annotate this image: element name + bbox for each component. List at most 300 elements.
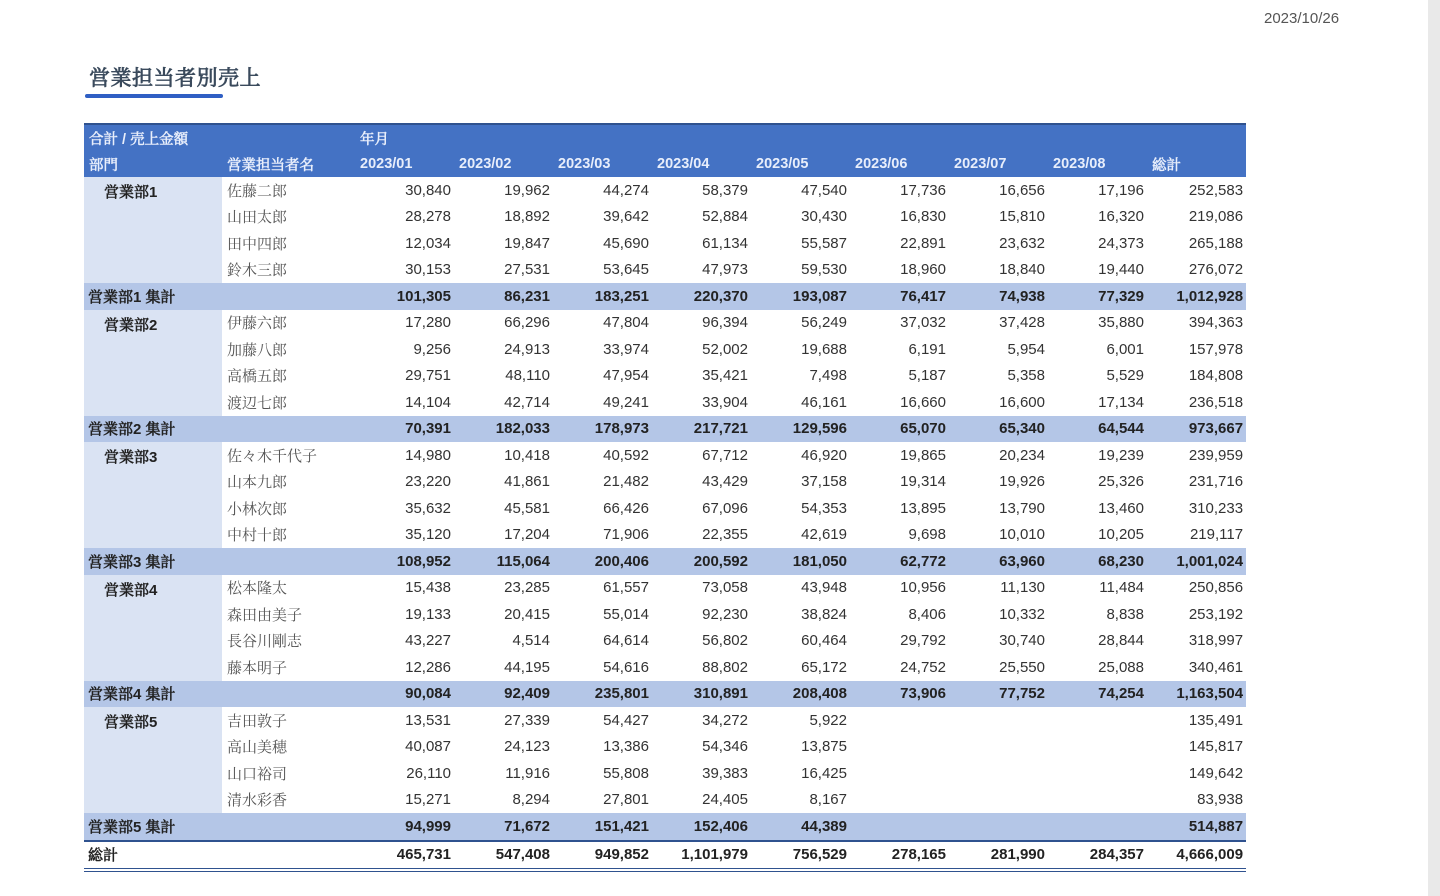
value-cell: 30,740 bbox=[999, 632, 1045, 650]
table-row bbox=[84, 336, 1246, 363]
value-cell: 29,751 bbox=[405, 367, 451, 385]
subtotal-cell bbox=[1048, 813, 1147, 841]
value-cell: 25,326 bbox=[1098, 473, 1144, 491]
subtotal-label: 営業部3 集計 bbox=[88, 553, 176, 571]
subtotal-cell: 76,417 bbox=[900, 287, 946, 305]
scrollbar[interactable] bbox=[1428, 0, 1440, 896]
table-row bbox=[84, 787, 1246, 814]
table-row bbox=[84, 707, 1246, 734]
value-cell: 67,712 bbox=[702, 446, 748, 464]
table-row bbox=[84, 734, 1246, 761]
value-cell: 15,271 bbox=[405, 791, 451, 809]
rep-name: 佐藤二郎 bbox=[227, 182, 288, 200]
table-row bbox=[84, 389, 1246, 416]
rep-name: 山口裕司 bbox=[227, 765, 288, 783]
table-row bbox=[84, 310, 1246, 337]
rep-name: 松本隆太 bbox=[227, 580, 288, 598]
value-cell: 13,386 bbox=[603, 738, 649, 756]
subtotal-cell bbox=[850, 813, 949, 841]
value-cell: 27,531 bbox=[504, 261, 550, 279]
grand-total-cell: 284,357 bbox=[1089, 846, 1144, 864]
value-cell: 43,948 bbox=[801, 579, 847, 597]
subtotal-cell: 181,050 bbox=[792, 552, 847, 570]
value-cell: 30,430 bbox=[801, 208, 847, 226]
value-cell: 48,110 bbox=[505, 367, 550, 385]
value-cell: 66,296 bbox=[504, 314, 550, 332]
rep-name: 高橋五郎 bbox=[227, 368, 288, 386]
value-cell: 43,429 bbox=[702, 473, 748, 491]
value-cell: 19,239 bbox=[1098, 446, 1144, 464]
value-cell: 33,974 bbox=[603, 340, 649, 358]
value-cell: 17,280 bbox=[405, 314, 451, 332]
value-cell: 20,234 bbox=[999, 446, 1045, 464]
row-total: 157,978 bbox=[1188, 340, 1244, 358]
value-cell: 17,736 bbox=[900, 181, 946, 199]
value-cell: 30,153 bbox=[405, 261, 451, 279]
value-cell: 11,916 bbox=[505, 764, 550, 782]
value-cell: 37,428 bbox=[999, 314, 1045, 332]
dept-label: 営業部2 bbox=[84, 310, 222, 416]
subtotal-cell: 74,254 bbox=[1098, 685, 1144, 703]
subtotal-cell: 90,084 bbox=[405, 685, 451, 703]
month-header: 2023/07 bbox=[954, 156, 1007, 172]
row-total: 135,491 bbox=[1188, 711, 1244, 729]
value-cell: 17,196 bbox=[1098, 181, 1144, 199]
value-cell: 56,249 bbox=[801, 314, 847, 332]
value-cell: 19,926 bbox=[999, 473, 1045, 491]
name-header[interactable]: 営業担当者名 bbox=[227, 157, 314, 174]
value-cell: 54,346 bbox=[702, 738, 748, 756]
dept-label: 営業部1 bbox=[84, 177, 222, 283]
value-cell: 55,808 bbox=[603, 764, 649, 782]
grand-total-value: 4,666,009 bbox=[1176, 846, 1244, 864]
value-cell: 45,581 bbox=[504, 499, 550, 517]
subtotal-cell bbox=[949, 813, 1048, 841]
value-cell: 27,801 bbox=[603, 791, 649, 809]
value-cell: 19,865 bbox=[900, 446, 946, 464]
value-cell: 58,379 bbox=[702, 181, 748, 199]
value-cell: 24,752 bbox=[900, 658, 946, 676]
value-cell bbox=[1048, 760, 1147, 787]
row-total: 318,997 bbox=[1188, 632, 1244, 650]
table-row bbox=[84, 628, 1246, 655]
subtotal-cell: 68,230 bbox=[1098, 552, 1144, 570]
table-row bbox=[84, 575, 1246, 602]
value-cell: 16,660 bbox=[900, 393, 946, 411]
value-cell: 44,274 bbox=[603, 181, 649, 199]
table-row bbox=[84, 204, 1246, 231]
value-cell: 28,278 bbox=[405, 208, 451, 226]
value-cell: 5,922 bbox=[809, 711, 847, 729]
value-cell: 54,427 bbox=[603, 711, 649, 729]
value-cell: 61,557 bbox=[603, 579, 649, 597]
row-total: 252,583 bbox=[1188, 181, 1244, 199]
value-cell: 23,285 bbox=[504, 579, 550, 597]
value-cell: 19,133 bbox=[405, 605, 451, 623]
table-row bbox=[84, 442, 1246, 469]
value-cell: 5,529 bbox=[1106, 367, 1144, 385]
value-cell: 47,973 bbox=[702, 261, 748, 279]
grand-total-label: 総計 bbox=[88, 847, 119, 865]
value-cell bbox=[850, 787, 949, 814]
subtotal-cell: 182,033 bbox=[495, 420, 550, 438]
value-cell: 9,698 bbox=[908, 526, 946, 544]
value-cell: 10,418 bbox=[504, 446, 550, 464]
value-cell: 23,632 bbox=[999, 234, 1045, 252]
value-cell: 45,690 bbox=[603, 234, 649, 252]
value-cell: 73,058 bbox=[702, 579, 748, 597]
value-cell: 24,123 bbox=[504, 738, 550, 756]
table-row bbox=[84, 654, 1246, 681]
value-cell: 13,790 bbox=[999, 499, 1045, 517]
subtotal-cell: 94,999 bbox=[405, 817, 451, 835]
rep-name: 佐々木千代子 bbox=[227, 447, 318, 465]
subtotal-total: 1,001,024 bbox=[1176, 552, 1244, 570]
value-cell: 54,353 bbox=[801, 499, 847, 517]
row-total: 310,233 bbox=[1188, 499, 1244, 517]
grand-total-row bbox=[84, 841, 1246, 871]
value-cell: 33,904 bbox=[702, 393, 748, 411]
value-cell: 35,632 bbox=[405, 499, 451, 517]
value-cell: 71,906 bbox=[603, 526, 649, 544]
subtotal-cell: 193,087 bbox=[792, 287, 847, 305]
value-cell bbox=[850, 734, 949, 761]
value-cell: 39,642 bbox=[603, 208, 649, 226]
month-header: 2023/08 bbox=[1053, 156, 1106, 172]
table-row bbox=[84, 522, 1246, 549]
value-cell: 27,339 bbox=[504, 711, 550, 729]
grand-total-cell: 465,731 bbox=[396, 846, 451, 864]
value-cell: 96,394 bbox=[702, 314, 748, 332]
month-header: 2023/03 bbox=[558, 156, 611, 172]
subtotal-label: 営業部1 集計 bbox=[88, 288, 176, 306]
row-total: 265,188 bbox=[1188, 234, 1244, 252]
value-cell: 25,088 bbox=[1098, 658, 1144, 676]
subtotal-total: 973,667 bbox=[1188, 420, 1244, 438]
row-total: 231,716 bbox=[1188, 473, 1244, 491]
value-cell bbox=[1048, 734, 1147, 761]
value-cell bbox=[1048, 787, 1147, 814]
value-cell: 19,688 bbox=[801, 340, 847, 358]
subtotal-row bbox=[84, 283, 1246, 310]
value-cell: 40,087 bbox=[405, 738, 451, 756]
value-cell: 13,875 bbox=[801, 738, 847, 756]
row-total: 145,817 bbox=[1188, 738, 1244, 756]
value-cell: 24,405 bbox=[702, 791, 748, 809]
value-cell: 10,205 bbox=[1098, 526, 1144, 544]
rep-name: 中村十郎 bbox=[227, 527, 288, 545]
value-cell: 55,014 bbox=[603, 605, 649, 623]
rep-name: 鈴木三郎 bbox=[227, 262, 288, 280]
header-row-columns bbox=[84, 151, 1246, 177]
value-cell: 35,880 bbox=[1098, 314, 1144, 332]
subtotal-cell: 70,391 bbox=[405, 420, 451, 438]
rep-name: 加藤八郎 bbox=[227, 341, 288, 359]
subtotal-cell: 65,340 bbox=[999, 420, 1045, 438]
value-cell: 35,120 bbox=[405, 526, 451, 544]
value-cell: 55,587 bbox=[801, 234, 847, 252]
subtotal-cell: 63,960 bbox=[999, 552, 1045, 570]
rep-name: 伊藤六郎 bbox=[227, 315, 288, 333]
subtotal-cell: 73,906 bbox=[900, 685, 946, 703]
value-cell: 40,592 bbox=[603, 446, 649, 464]
dept-label: 営業部5 bbox=[84, 707, 222, 813]
value-cell: 37,032 bbox=[900, 314, 946, 332]
value-cell: 59,530 bbox=[801, 261, 847, 279]
value-cell: 10,010 bbox=[999, 526, 1045, 544]
value-cell: 43,227 bbox=[405, 632, 451, 650]
value-cell: 6,001 bbox=[1106, 340, 1144, 358]
value-cell: 61,134 bbox=[702, 234, 748, 252]
value-cell: 30,840 bbox=[405, 181, 451, 199]
value-cell: 8,294 bbox=[512, 791, 550, 809]
value-cell: 92,230 bbox=[702, 605, 748, 623]
value-cell: 23,220 bbox=[405, 473, 451, 491]
value-cell bbox=[850, 760, 949, 787]
row-total: 149,642 bbox=[1188, 764, 1244, 782]
row-total: 239,959 bbox=[1188, 446, 1244, 464]
grand-total-cell: 278,165 bbox=[891, 846, 946, 864]
value-cell: 10,332 bbox=[999, 605, 1045, 623]
report-date: 2023/10/26 bbox=[1264, 10, 1340, 27]
value-cell: 19,962 bbox=[504, 181, 550, 199]
value-cell bbox=[1048, 707, 1147, 734]
table-row bbox=[84, 495, 1246, 522]
row-total: 184,808 bbox=[1188, 367, 1244, 385]
value-cell: 13,895 bbox=[900, 499, 946, 517]
table-row bbox=[84, 469, 1246, 496]
value-cell: 19,440 bbox=[1098, 261, 1144, 279]
value-cell: 52,002 bbox=[702, 340, 748, 358]
value-cell bbox=[949, 734, 1048, 761]
row-total: 276,072 bbox=[1188, 261, 1244, 279]
value-cell: 20,415 bbox=[504, 605, 550, 623]
value-cell: 38,824 bbox=[801, 605, 847, 623]
value-cell: 13,531 bbox=[405, 711, 451, 729]
subtotal-cell: 178,973 bbox=[594, 420, 649, 438]
value-cell: 16,830 bbox=[900, 208, 946, 226]
value-cell: 24,373 bbox=[1098, 234, 1144, 252]
value-cell: 11,484 bbox=[1099, 579, 1144, 597]
table-row bbox=[84, 760, 1246, 787]
value-cell: 64,614 bbox=[603, 632, 649, 650]
value-cell: 24,913 bbox=[504, 340, 550, 358]
row-total: 83,938 bbox=[1197, 791, 1244, 809]
subtotal-row bbox=[84, 813, 1246, 841]
dept-label: 営業部3 bbox=[84, 442, 222, 548]
subtotal-cell: 208,408 bbox=[792, 685, 847, 703]
subtotal-cell: 86,231 bbox=[504, 287, 550, 305]
page-title: 営業担当者別売上 bbox=[89, 67, 261, 90]
subtotal-row bbox=[84, 681, 1246, 708]
value-cell: 88,802 bbox=[702, 658, 748, 676]
month-header: 2023/01 bbox=[360, 156, 413, 172]
subtotal-total: 514,887 bbox=[1188, 817, 1244, 835]
value-cell: 5,954 bbox=[1007, 340, 1045, 358]
value-cell: 5,358 bbox=[1007, 367, 1045, 385]
value-cell: 12,034 bbox=[405, 234, 451, 252]
subtotal-row bbox=[84, 548, 1246, 575]
value-cell: 39,383 bbox=[702, 764, 748, 782]
total-header: 総計 bbox=[1152, 157, 1181, 174]
rep-name: 田中四郎 bbox=[227, 235, 288, 253]
value-cell: 8,406 bbox=[908, 605, 946, 623]
value-cell: 11,130 bbox=[1000, 579, 1045, 597]
value-cell: 14,980 bbox=[405, 446, 451, 464]
value-cell: 52,884 bbox=[702, 208, 748, 226]
value-cell: 4,514 bbox=[512, 632, 550, 650]
subtotal-cell: 183,251 bbox=[594, 287, 649, 305]
value-cell: 5,187 bbox=[908, 367, 946, 385]
value-cell: 18,892 bbox=[504, 208, 550, 226]
subtotal-label: 営業部2 集計 bbox=[88, 421, 176, 439]
row-total: 236,518 bbox=[1188, 393, 1244, 411]
value-cell: 22,355 bbox=[702, 526, 748, 544]
corner-label[interactable]: 合計 / 売上金額 bbox=[89, 131, 189, 148]
value-cell: 53,645 bbox=[603, 261, 649, 279]
row-total: 340,461 bbox=[1188, 658, 1244, 676]
value-cell: 8,838 bbox=[1106, 605, 1144, 623]
value-cell: 41,861 bbox=[504, 473, 550, 491]
row-total: 253,192 bbox=[1188, 605, 1244, 623]
rep-name: 清水彩香 bbox=[227, 792, 288, 810]
rep-name: 森田由美子 bbox=[227, 606, 303, 624]
rep-name: 山本九郎 bbox=[227, 474, 288, 492]
value-cell: 35,421 bbox=[702, 367, 748, 385]
value-cell: 22,891 bbox=[900, 234, 946, 252]
value-cell: 9,256 bbox=[413, 340, 451, 358]
value-cell bbox=[949, 787, 1048, 814]
subtotal-cell: 62,772 bbox=[900, 552, 946, 570]
value-cell: 17,134 bbox=[1098, 393, 1144, 411]
grand-total-cell: 547,408 bbox=[495, 846, 550, 864]
subtotal-cell: 235,801 bbox=[594, 685, 649, 703]
month-header: 2023/05 bbox=[756, 156, 809, 172]
value-cell: 25,550 bbox=[999, 658, 1045, 676]
value-cell: 6,191 bbox=[908, 340, 946, 358]
subtotal-label: 営業部5 集計 bbox=[88, 818, 176, 836]
subtotal-cell: 64,544 bbox=[1098, 420, 1144, 438]
subtotal-total: 1,163,504 bbox=[1176, 685, 1244, 703]
value-cell: 18,960 bbox=[900, 261, 946, 279]
grand-total-cell: 1,101,979 bbox=[681, 846, 748, 864]
month-header: 2023/02 bbox=[459, 156, 512, 172]
dept-label: 営業部4 bbox=[84, 575, 222, 681]
table-row bbox=[84, 363, 1246, 390]
subtotal-cell: 108,952 bbox=[396, 552, 451, 570]
subtotal-row bbox=[84, 416, 1246, 443]
table-row bbox=[84, 601, 1246, 628]
rep-name: 高山美穂 bbox=[227, 739, 288, 757]
value-cell: 42,714 bbox=[504, 393, 550, 411]
value-cell: 42,619 bbox=[801, 526, 847, 544]
column-field-label[interactable]: 年月 bbox=[360, 131, 389, 148]
subtotal-cell: 65,070 bbox=[900, 420, 946, 438]
subtotal-cell: 151,421 bbox=[594, 817, 649, 835]
value-cell: 18,840 bbox=[999, 261, 1045, 279]
subtotal-cell: 310,891 bbox=[693, 685, 748, 703]
pivot-table bbox=[84, 123, 1246, 872]
header-row-fields bbox=[84, 124, 1246, 151]
subtotal-cell: 74,938 bbox=[999, 287, 1045, 305]
value-cell: 34,272 bbox=[702, 711, 748, 729]
value-cell: 15,438 bbox=[405, 579, 451, 597]
rep-name: 小林次郎 bbox=[227, 500, 288, 518]
rep-name: 渡辺七郎 bbox=[227, 394, 288, 412]
subtotal-cell: 92,409 bbox=[504, 685, 550, 703]
dept-header[interactable]: 部門 bbox=[89, 157, 118, 174]
row-total: 250,856 bbox=[1188, 579, 1244, 597]
row-total: 394,363 bbox=[1188, 314, 1244, 332]
value-cell: 47,540 bbox=[801, 181, 847, 199]
value-cell: 19,847 bbox=[504, 234, 550, 252]
subtotal-cell: 71,672 bbox=[504, 817, 550, 835]
subtotal-cell: 220,370 bbox=[693, 287, 748, 305]
value-cell: 47,804 bbox=[603, 314, 649, 332]
value-cell: 66,426 bbox=[603, 499, 649, 517]
value-cell: 49,241 bbox=[603, 393, 649, 411]
subtotal-cell: 200,592 bbox=[693, 552, 748, 570]
subtotal-cell: 44,389 bbox=[801, 817, 847, 835]
value-cell: 56,802 bbox=[702, 632, 748, 650]
value-cell: 46,920 bbox=[801, 446, 847, 464]
value-cell: 10,956 bbox=[900, 579, 946, 597]
subtotal-cell: 200,406 bbox=[594, 552, 649, 570]
value-cell bbox=[949, 760, 1048, 787]
subtotal-cell: 115,064 bbox=[496, 552, 550, 570]
value-cell: 67,096 bbox=[702, 499, 748, 517]
table-row bbox=[84, 257, 1246, 284]
value-cell: 19,314 bbox=[900, 473, 946, 491]
value-cell: 54,616 bbox=[603, 658, 649, 676]
table-row bbox=[84, 177, 1246, 204]
value-cell: 13,460 bbox=[1098, 499, 1144, 517]
subtotal-label: 営業部4 集計 bbox=[88, 686, 176, 704]
value-cell: 65,172 bbox=[801, 658, 847, 676]
subtotal-cell: 152,406 bbox=[693, 817, 748, 835]
rep-name: 山田太郎 bbox=[227, 209, 288, 227]
value-cell: 8,167 bbox=[809, 791, 847, 809]
value-cell: 37,158 bbox=[801, 473, 847, 491]
value-cell: 7,498 bbox=[809, 367, 847, 385]
value-cell: 29,792 bbox=[900, 632, 946, 650]
rep-name: 長谷川剛志 bbox=[227, 633, 303, 651]
subtotal-cell: 101,305 bbox=[396, 287, 451, 305]
grand-total-cell: 281,990 bbox=[990, 846, 1045, 864]
value-cell: 16,600 bbox=[999, 393, 1045, 411]
value-cell: 44,195 bbox=[504, 658, 550, 676]
value-cell: 17,204 bbox=[504, 526, 550, 544]
value-cell bbox=[850, 707, 949, 734]
value-cell bbox=[949, 707, 1048, 734]
value-cell: 16,656 bbox=[999, 181, 1045, 199]
subtotal-cell: 77,329 bbox=[1098, 287, 1144, 305]
value-cell: 60,464 bbox=[801, 632, 847, 650]
table-row bbox=[84, 230, 1246, 257]
grand-total-cell: 949,852 bbox=[594, 846, 649, 864]
subtotal-cell: 129,596 bbox=[792, 420, 847, 438]
grand-total-cell: 756,529 bbox=[792, 846, 847, 864]
rep-name: 吉田敦子 bbox=[227, 712, 288, 730]
value-cell: 14,104 bbox=[405, 393, 451, 411]
value-cell: 28,844 bbox=[1098, 632, 1144, 650]
value-cell: 47,954 bbox=[603, 367, 649, 385]
value-cell: 16,425 bbox=[801, 764, 847, 782]
rep-name: 藤本明子 bbox=[227, 659, 288, 677]
value-cell: 26,110 bbox=[406, 764, 451, 782]
value-cell: 12,286 bbox=[405, 658, 451, 676]
subtotal-cell: 217,721 bbox=[693, 420, 748, 438]
